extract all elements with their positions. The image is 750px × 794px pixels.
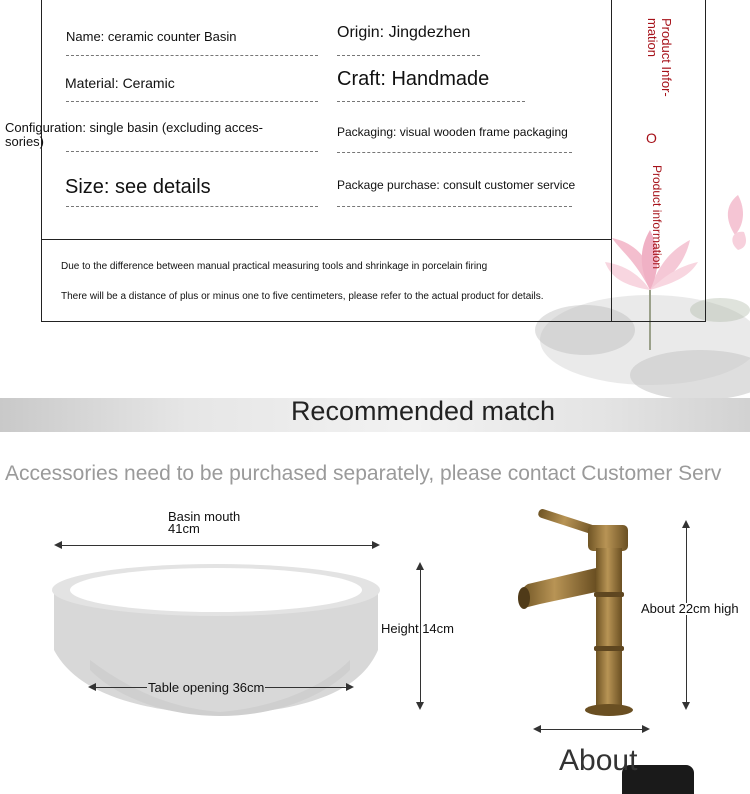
accessories-note: Accessories need to be purchased separately, please contact Customer Serv <box>5 462 722 485</box>
info-size: Size: see details <box>65 176 211 198</box>
dashed-underline <box>66 151 318 152</box>
arrow-head <box>346 683 354 691</box>
basin-height-arrow <box>420 568 421 704</box>
info-divider-horizontal <box>41 239 612 240</box>
faucet-image <box>510 500 660 720</box>
arrow-head <box>416 562 424 570</box>
side-subtitle: Product information <box>650 165 664 270</box>
info-configuration <box>5 121 263 149</box>
dashed-underline <box>337 206 572 207</box>
arrow-head <box>54 541 62 549</box>
arrow-head <box>372 541 380 549</box>
arrow-head <box>642 725 650 733</box>
info-package-purchase: Package purchase: consult customer service <box>337 178 576 192</box>
dashed-underline <box>66 206 318 207</box>
arrow-head <box>416 702 424 710</box>
basin-mouth-value: 41cm <box>168 521 200 536</box>
info-configuration-line1: Configuration: single basin (excluding acces- <box>5 120 263 135</box>
side-circle: O <box>646 130 657 146</box>
faucet-bottom-label: About <box>559 744 638 777</box>
arrow-head <box>682 520 690 528</box>
dashed-underline <box>337 55 480 56</box>
basin-height-label: Height 14cm <box>381 621 454 636</box>
info-configuration-line2: sories) <box>5 134 45 149</box>
faucet-width-arrow <box>540 729 644 730</box>
dashed-underline <box>337 101 525 102</box>
recommend-title: Recommended match <box>290 396 556 426</box>
dashed-underline <box>66 101 318 102</box>
basin-mouth-label: Basin mouth <box>168 509 241 524</box>
info-packaging: Packaging: visual wooden frame packaging <box>337 125 568 139</box>
info-name: Name: ceramic counter Basin <box>66 29 237 44</box>
basin-mouth-arrow <box>60 545 374 546</box>
arrow-head <box>682 702 690 710</box>
side-title-line1: Product Infor- <box>659 18 674 97</box>
info-divider-vertical <box>611 0 612 322</box>
product-info-box <box>41 0 706 322</box>
info-material: Material: Ceramic <box>65 75 175 91</box>
faucet-height-label: About 22cm high <box>641 601 739 616</box>
arrow-head <box>88 683 96 691</box>
info-note-2: There will be a distance of plus or minus one to five centimeters, please refer to the actual product for details. <box>61 291 544 302</box>
basin-image <box>50 560 385 720</box>
dashed-underline <box>66 55 318 56</box>
table-opening-label: Table opening 36cm <box>148 680 265 695</box>
arrow-head <box>533 725 541 733</box>
info-note-1: Due to the difference between manual practical measuring tools and shrinkage in porcelain firing <box>61 261 488 272</box>
side-title-line2: mation <box>645 18 660 58</box>
side-title <box>645 18 673 108</box>
dashed-underline <box>337 152 572 153</box>
info-origin: Origin: Jingdezhen <box>337 24 471 41</box>
info-craft: Craft: Handmade <box>337 68 490 90</box>
